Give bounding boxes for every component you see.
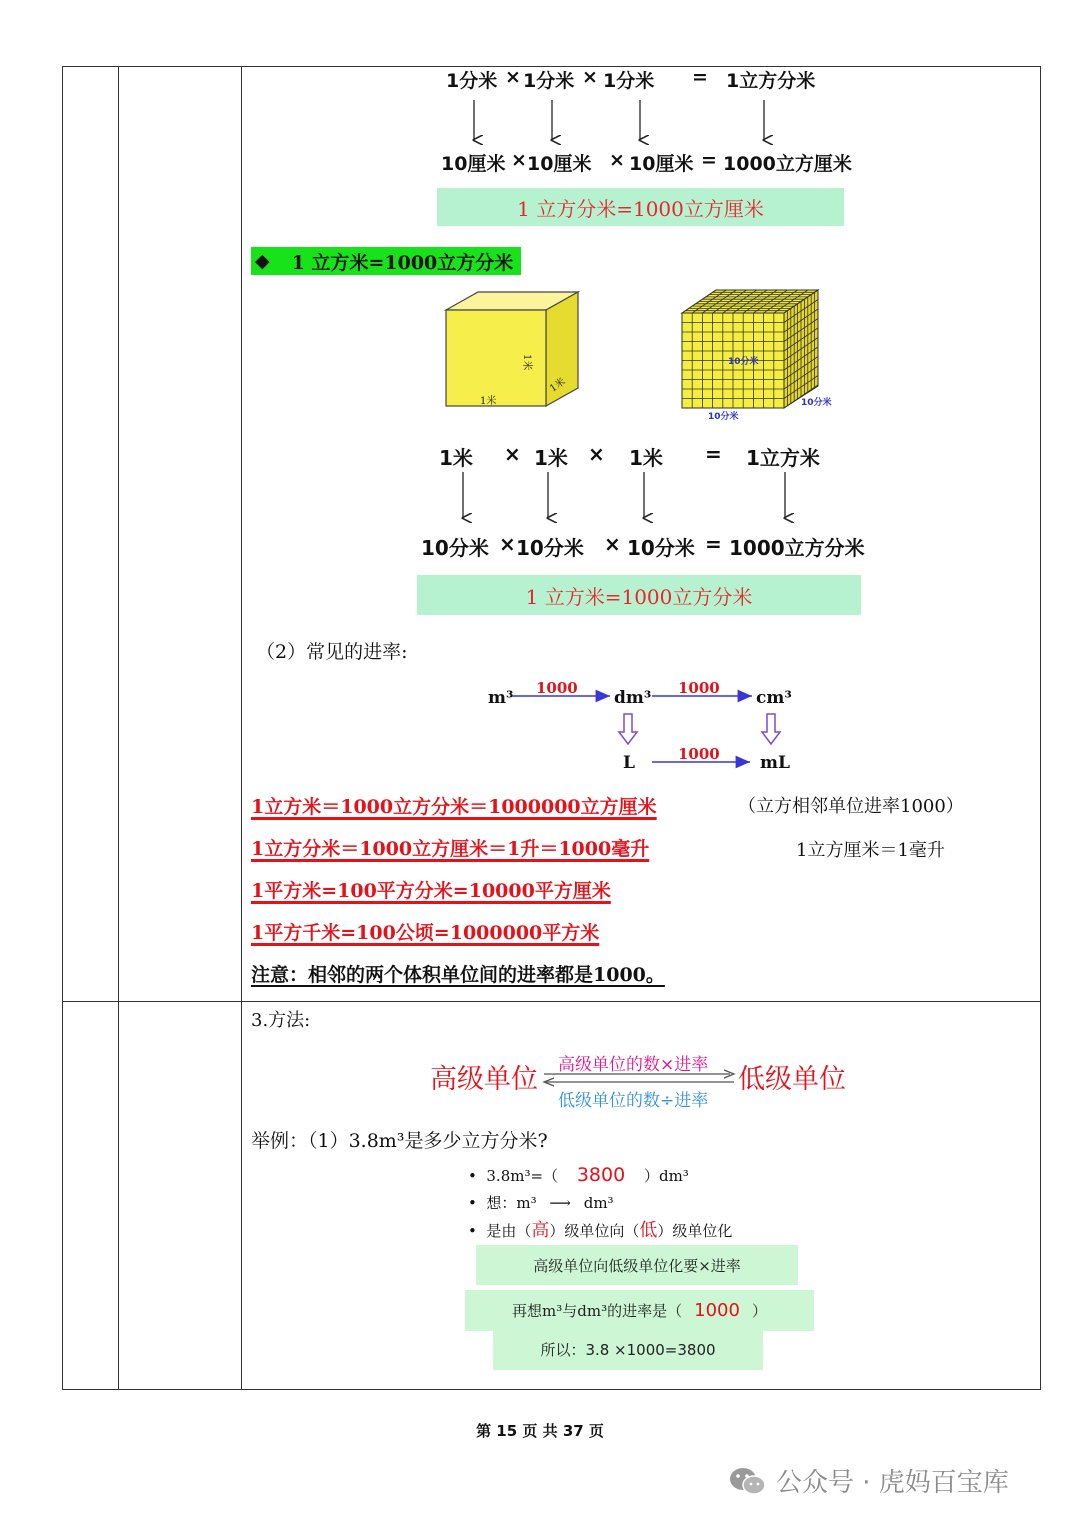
rate-box — [465, 1290, 814, 1331]
unit-L: L — [623, 753, 635, 773]
eq-op: = — [705, 532, 722, 556]
cube1-front-label: 1米 — [480, 396, 497, 407]
eq-term: 1米 — [534, 446, 568, 470]
dm-result-box: 1 立方分米=1000立方厘米 — [437, 188, 844, 226]
eq-term: 10厘米 — [441, 153, 506, 175]
page-number: 第 15 页 共 37 页 — [476, 1422, 604, 1440]
bullet3-low: 低 — [639, 1220, 658, 1241]
eq-term: 1米 — [629, 446, 663, 470]
rate-box-post: ） — [751, 1302, 767, 1320]
high-unit-label: 高级单位 — [430, 1064, 538, 1095]
eq-op: = — [701, 149, 717, 171]
note-right-1: （立方相邻单位进率1000） — [738, 796, 964, 817]
example-bullet-1: • 3.8m³=（ 3800 ）dm³ — [468, 1164, 689, 1186]
rate-m3-dm3: 1000 — [536, 679, 578, 697]
answer-box: 所以：3.8 ×1000=3800 — [493, 1328, 763, 1370]
unit-mL: mL — [760, 753, 790, 773]
example-bullet-2: • 想：m³ ⟶ dm³ — [468, 1194, 614, 1212]
rate-dm3-cm3: 1000 — [678, 679, 720, 697]
eq-op: × — [582, 66, 598, 88]
cube1-depth-label: 1米 — [548, 376, 568, 395]
watermark — [728, 1462, 1009, 1499]
cube2-side-label: 10分米 — [728, 357, 759, 367]
bullet2-pre: 想：m³ — [486, 1194, 537, 1212]
rate-box-pre: 再想m³与dm³的进率是（ — [512, 1302, 683, 1320]
eq-term: 1分米 — [523, 70, 575, 92]
eq-op: × — [504, 442, 521, 466]
right-arrow-icon: ⟶ — [549, 1194, 571, 1212]
conversion-rule-bottom: 低级单位的数÷进率 — [558, 1091, 709, 1111]
rate-line-2: 1立方分米＝1000立方厘米＝1升＝1000毫升 — [251, 838, 650, 860]
rate-line-4: 1平方千米=100公顷=1000000平方米 — [251, 922, 600, 944]
unit-cm3: cm³ — [756, 688, 792, 708]
conversion-rule-top: 高级单位的数×进率 — [558, 1055, 709, 1075]
watermark-text: 公众号 · 虎妈百宝库 — [776, 1468, 1009, 1498]
eq-op: × — [609, 149, 625, 171]
bullet2-post: dm³ — [583, 1194, 614, 1212]
eq-term: 1米 — [439, 446, 473, 470]
method-heading: 3.方法: — [251, 1010, 311, 1031]
eq-term: 1立方米 — [746, 446, 820, 470]
eq-op: × — [499, 532, 516, 556]
cube-10dm-grid — [676, 288, 846, 423]
eq-term: 1000立方分米 — [729, 536, 865, 560]
note-right-2: 1立方厘米＝1毫升 — [796, 840, 945, 861]
bullet3-high: 高 — [531, 1220, 550, 1241]
example-bullet-3: • 是由（高）级单位向（低）级单位化 — [468, 1220, 733, 1241]
conversion-arrows — [540, 1068, 740, 1088]
rate-L-mL: 1000 — [678, 745, 720, 763]
cube-1m — [440, 288, 590, 413]
eq-term: 1分米 — [603, 70, 655, 92]
eq-term: 1分米 — [446, 70, 498, 92]
rate-box-answer: 1000 — [694, 1300, 740, 1321]
eq-term: 1000立方厘米 — [723, 153, 852, 175]
eq-term: 10厘米 — [629, 153, 694, 175]
eq-op: × — [511, 149, 527, 171]
low-unit-label: 低级单位 — [738, 1064, 846, 1095]
cube1-right-label: 1米 — [521, 354, 532, 371]
example-question: 举例：（1）3.8m³是多少立方分米? — [251, 1130, 548, 1152]
unit-dm3: dm³ — [614, 688, 652, 708]
bullet3-mid: ）级单位向（ — [549, 1222, 640, 1240]
eq-op: = — [705, 442, 722, 466]
diamond-icon: ◆ — [255, 250, 270, 272]
eq-op: × — [505, 66, 521, 88]
rate-line-1: 1立方米＝1000立方分米＝1000000立方厘米 — [251, 796, 657, 818]
eq-op: = — [692, 66, 708, 88]
m3-header — [251, 247, 521, 275]
bullet3-post: ）级单位化 — [657, 1222, 733, 1240]
m3-header-text: 1 立方米=1000立方分米 — [291, 251, 514, 274]
eq-op: × — [604, 532, 621, 556]
eq-term: 10分米 — [627, 536, 695, 560]
rule-box: 高级单位向低级单位化要×进率 — [476, 1245, 798, 1285]
volume-note: 注意：相邻的两个体积单位间的进率都是1000。 — [251, 964, 665, 986]
cube2-front-label: 10分米 — [708, 412, 739, 422]
bullet1-post: ）dm³ — [643, 1167, 689, 1185]
eq-term: 10厘米 — [527, 153, 592, 175]
rate-line-3: 1平方米=100平方分米=10000平方厘米 — [251, 880, 611, 902]
cube2-right-label: 10分米 — [801, 398, 832, 408]
bullet3-pre: 是由（ — [486, 1222, 532, 1240]
eq-term: 10分米 — [421, 536, 489, 560]
unit-rate-diagram — [480, 670, 810, 780]
unit-m3: m³ — [488, 688, 514, 708]
wechat-icon — [728, 1465, 768, 1497]
eq-op: × — [588, 442, 605, 466]
m3-result-box: 1 立方米=1000立方分米 — [417, 575, 861, 615]
eq-term: 1立方分米 — [726, 70, 816, 92]
bullet1-answer: 3800 — [576, 1164, 626, 1186]
eq-term: 10分米 — [516, 536, 584, 560]
rates-heading: （2）常见的进率: — [256, 641, 408, 663]
bullet1-pre: 3.8m³=（ — [486, 1167, 559, 1185]
